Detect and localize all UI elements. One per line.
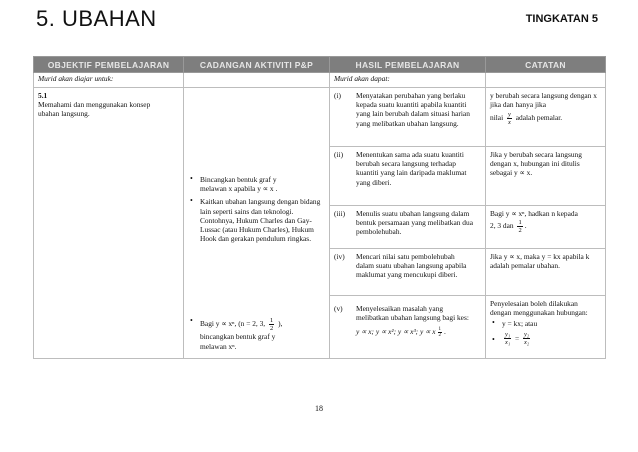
note-item bbox=[486, 206, 605, 249]
activity-text: Bincangkan bentuk graf y bbox=[200, 175, 277, 184]
note-text-part: 2, 3 dan bbox=[490, 221, 514, 231]
form-level-label: TINGKATAN 5 bbox=[525, 13, 598, 25]
page-title: 5. UBAHAN bbox=[36, 6, 157, 31]
fraction bbox=[269, 317, 274, 332]
col-header-aktiviti: CADANGAN AKTIVITI P&P bbox=[184, 57, 330, 73]
note-item bbox=[486, 88, 605, 147]
outcome-text bbox=[356, 304, 474, 338]
activity-text: Kaitkan ubahan langsung dengan bidang lain seperti sains dan teknologi. Contohnya, Hukum Charles dan Gay-Lussac (atau Hukum Charles), Hukum Hook dan gerakan pendulum ringkas. bbox=[200, 197, 321, 244]
bullet-icon: • bbox=[492, 334, 495, 344]
fraction-numerator: y₁ bbox=[505, 330, 511, 338]
formula-text: y ∝ x; y ∝ x²; y ∝ x³; y ∝ x bbox=[356, 327, 436, 337]
outcome-text-part: Menyelesaikan masalah yang melibatkan ubahan langsung bagi kes: bbox=[356, 304, 469, 323]
col-header-catatan: CATATAN bbox=[486, 57, 606, 73]
col-header-hasil: HASIL PEMBELAJARAN bbox=[330, 57, 486, 73]
content-row bbox=[34, 88, 606, 359]
note-bullet bbox=[490, 319, 601, 328]
activity-item bbox=[188, 175, 325, 193]
note-bullet: • $\frac{\text{y₁}}{\text{x₁}}$ = $\frac{\text{y₂}}{\text{x₂}}$ bbox=[492, 330, 530, 346]
fraction-numerator: 1 bbox=[518, 219, 522, 227]
fraction bbox=[517, 219, 522, 234]
activity-text-part: Bagi y ∝ xⁿ, (n = 2, 3, bbox=[200, 319, 266, 329]
outcome-label: (iii) bbox=[334, 209, 346, 218]
notes-cell bbox=[486, 88, 606, 359]
murid-row bbox=[34, 73, 606, 88]
fraction-denominator: 2 bbox=[270, 325, 274, 333]
outcome-label: (v) bbox=[334, 304, 343, 313]
note-text-part: nilai bbox=[490, 113, 504, 123]
activities-cell bbox=[184, 88, 330, 359]
fraction bbox=[504, 331, 511, 346]
note-text: Penyelesaian boleh dilakukan dengan menggunakan hubungan: bbox=[490, 299, 588, 318]
fraction-denominator: x bbox=[508, 119, 511, 127]
note-item bbox=[486, 249, 605, 296]
note-text: Jika y berubah secara langsung dengan x, hubungan ini ditulis sebagai y ∝ x. bbox=[490, 150, 582, 178]
outcome-label: (i) bbox=[334, 91, 341, 100]
note-text: 2, 3 dan $\frac{1}{2}$ . bbox=[490, 219, 527, 235]
fraction bbox=[438, 327, 443, 338]
note-text: Jika y ∝ x, maka y = kx apabila k adalah pemalar ubahan. bbox=[490, 252, 590, 271]
outcome-formula: y ∝ x; y ∝ x²; y ∝ x³; y ∝ x $\frac{1}{2}$ . bbox=[356, 327, 446, 339]
fraction-numerator: 1 bbox=[270, 317, 274, 325]
bullet-icon: • bbox=[492, 318, 495, 328]
activity-text: melawan x apabila y ∝ x . bbox=[200, 184, 278, 194]
objective-number: 5.1 bbox=[38, 91, 48, 100]
syllabus-table bbox=[33, 56, 606, 359]
bullet-icon: • bbox=[190, 174, 193, 183]
outcome-label: (ii) bbox=[334, 150, 344, 159]
fraction-numerator: y bbox=[508, 111, 511, 119]
fraction bbox=[507, 111, 512, 126]
activity-item bbox=[188, 197, 325, 243]
col-header-objektif: OBJEKTIF PEMBELAJARAN bbox=[34, 57, 184, 73]
outcome-item bbox=[330, 249, 485, 296]
activity-text: melawan xⁿ. bbox=[200, 341, 237, 351]
page-number: 18 bbox=[315, 404, 323, 413]
murid-empty-cell bbox=[486, 73, 606, 88]
note-item bbox=[486, 147, 605, 206]
fraction-numerator: 1 bbox=[438, 327, 441, 333]
bullet-icon: • bbox=[190, 316, 193, 326]
note-text: y = kx; atau bbox=[502, 319, 538, 329]
fraction-denominator: 2 bbox=[438, 333, 441, 339]
note-text: Bagi y ∝ xⁿ, hadkan n kepada bbox=[490, 209, 578, 218]
activity-text-part: ), bbox=[278, 319, 283, 329]
note-item bbox=[486, 296, 605, 353]
note-text bbox=[490, 111, 601, 126]
bullet-icon: • bbox=[190, 196, 193, 206]
fraction bbox=[523, 331, 530, 346]
fraction-denominator: 2 bbox=[518, 227, 522, 235]
outcome-text: Menyatakan perubahan yang berlaku kepada suatu kuantiti apabila kuantiti yang lain berubah dalam situasi harian yang melibatkan ubahan langsung. bbox=[356, 91, 470, 128]
fraction-numerator: y₂ bbox=[524, 330, 530, 338]
activity-item bbox=[188, 317, 325, 350]
murid-empty-cell bbox=[184, 73, 330, 88]
outcome-item bbox=[330, 206, 485, 249]
outcome-item bbox=[330, 296, 485, 341]
objective-text: Memahami dan menggunakan konsep ubahan langsung. bbox=[38, 100, 151, 119]
note-text-part: adalah pemalar. bbox=[515, 113, 563, 123]
note-text: y berubah secara langsung dengan x jika dan hanya jika bbox=[490, 91, 597, 110]
activity-text bbox=[200, 317, 325, 332]
objective-cell bbox=[34, 88, 184, 359]
outcomes-cell bbox=[330, 88, 486, 359]
table-header-row bbox=[34, 57, 606, 73]
outcome-text: Mencari nilai satu pembolehubah dalam suatu ubahan langsung apabila maklumat yang mencukupi diberi. bbox=[356, 252, 467, 280]
murid-diajar-text: Murid akan diajar untuk: bbox=[34, 73, 184, 88]
outcome-label: (iv) bbox=[334, 252, 345, 261]
fraction-denominator: x₂ bbox=[524, 338, 530, 346]
murid-dapat-text: Murid akan dapat: bbox=[330, 73, 486, 88]
outcome-text: Menentukan sama ada suatu kuantiti berubah secara langsung terhadap kuantiti yang lain daripada maklumat yang diberi. bbox=[356, 150, 467, 187]
outcome-item bbox=[330, 88, 485, 147]
activity-text: bincangkan bentuk graf y bbox=[200, 332, 276, 342]
outcome-text: Menulis suatu ubahan langsung dalam bentuk persamaan yang melibatkan dua pembolehubah. bbox=[356, 209, 473, 237]
outcome-item bbox=[330, 147, 485, 206]
fraction-denominator: x₁ bbox=[505, 338, 511, 346]
